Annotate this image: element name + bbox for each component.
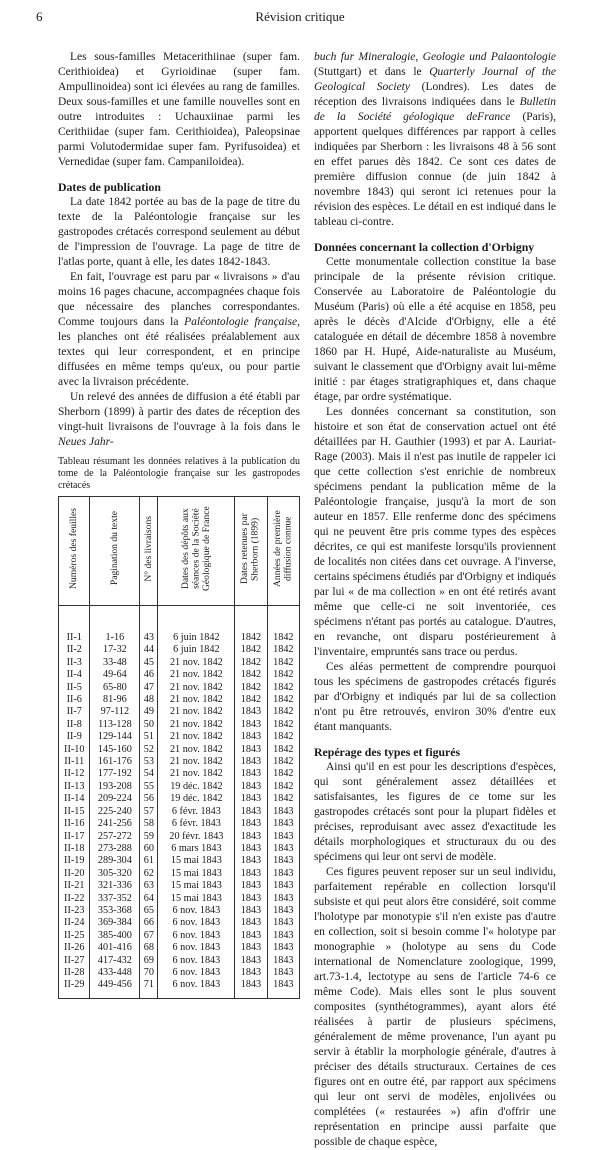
table-cell: 1843 <box>267 905 299 917</box>
table-row <box>59 719 300 731</box>
table-cell: 15 mai 1843 <box>158 855 235 867</box>
column-header <box>158 497 235 606</box>
table-cell: 1843 <box>235 818 267 830</box>
table-cell: 129-144 <box>90 731 140 743</box>
table-cell: 289-304 <box>90 855 140 867</box>
column-header <box>267 497 299 606</box>
table-cell: 1843 <box>267 942 299 954</box>
table-cell: II-12 <box>59 768 90 780</box>
text-run: , les planches ont été réalisées préalablement aux textes qui leur correspondent, et en principe diffusées en même temps qu'eux, ou pour partie avec la livraison précédente. <box>58 316 300 388</box>
table-row <box>59 768 300 780</box>
table-header-row <box>59 497 300 606</box>
text-run: En fait, l'ouvrage est paru par « livraisons » d'au moins 16 pages chacune, accompagnées chaque fois que nécessaire des planches correspondantes. Comme toujours dans la <box>58 271 300 328</box>
table-cell: 1843 <box>235 731 267 743</box>
table-row <box>59 868 300 880</box>
table-cell: 177-192 <box>90 768 140 780</box>
text-run: (Londres). Les dates de réception des livraisons indiquées dans le <box>314 81 556 108</box>
table-cell: 49-64 <box>90 669 140 681</box>
table-cell: 1842 <box>267 781 299 793</box>
table-cell: II-20 <box>59 868 90 880</box>
table-cell: II-4 <box>59 669 90 681</box>
table-cell: II-27 <box>59 955 90 967</box>
table-cell: II-29 <box>59 979 90 998</box>
table-cell: II-3 <box>59 657 90 669</box>
table-cell: 1843 <box>235 855 267 867</box>
table-cell: 449-456 <box>90 979 140 998</box>
table-row <box>59 930 300 942</box>
types-paragraph-1: Ainsi qu'il en est pour les descriptions d'espèces, qui sont généralement assez détaillées et satisfaisantes, les figures de ce tome sur les gastropodes crétacés sont pour la plupart fidèles et précises, reproduisant avec assez d'exactitude les détails morphologiques et structuraux du ou des spécimens qui leur ont servi de modèle. <box>314 761 556 863</box>
table-cell: II-23 <box>59 905 90 917</box>
table-cell: 61 <box>140 855 158 867</box>
column-header-label: N° des livraisons <box>142 515 154 582</box>
table-cell: II-15 <box>59 806 90 818</box>
table-cell: 49 <box>140 706 158 718</box>
table-cell: 97-112 <box>90 706 140 718</box>
table-cell: 52 <box>140 744 158 756</box>
column-header-label: Dates des dépôts aux séances de la Société Géologique de France <box>179 506 212 591</box>
table-cell: 305-320 <box>90 868 140 880</box>
table-row <box>59 806 300 818</box>
intro-paragraph: Les sous-familles Metacerithiinae (super fam. Cerithioidea) et Gyrioidinae (super fam. Ampullinoidea) sont ici élevées au rang de familles. Deux sous-familles et une famille nouvelles sont en outre introduites : Uchauxiinae parmi les Cerithiidae (super fam. Cerithioidea), Paleopsinae parmi Volutodermidae super fam. Pyrifusoidea) et Vernedidae (super fam. Campaniloidea). <box>58 51 300 168</box>
table-cell: 1842 <box>267 731 299 743</box>
table-cell: 64 <box>140 893 158 905</box>
collection-paragraph-1: Cette monumentale collection constitue la base principale de la présente révision critique. Conservée au Laboratoire de Paléontologie du Muséum (Paris) où elle a été acquise en 1858, peu après le décès d'Alcide d'Orbigny, elle a été cataloguée en détail de décembre 1858 à novembre 1860 par H. Hupé, Aide-naturaliste au Muséum, suivant le classement que d'Orbigny avait lui-même initié : par étages stratigraphiques et, dans chaque étage, par ordre systématique. <box>314 256 556 403</box>
table-row <box>59 818 300 830</box>
table-cell: II-9 <box>59 731 90 743</box>
table-cell: 1842 <box>235 644 267 656</box>
table-cell: 54 <box>140 768 158 780</box>
table-cell: 321-336 <box>90 880 140 892</box>
table-cell: 1843 <box>267 831 299 843</box>
table-cell: 1843 <box>235 967 267 979</box>
table-cell: 33-48 <box>90 657 140 669</box>
table-cell: 51 <box>140 731 158 743</box>
table-cell: 6 nov. 1843 <box>158 905 235 917</box>
left-column <box>58 50 300 999</box>
table-cell: 81-96 <box>90 694 140 706</box>
table-cell: 6 nov. 1843 <box>158 967 235 979</box>
italic-title: buch fur Mineralogie, Geologie und Palaontologie <box>314 51 556 63</box>
table-cell: II-17 <box>59 831 90 843</box>
table-row <box>59 843 300 855</box>
table-cell: 6 févr. 1843 <box>158 806 235 818</box>
table-cell: 1842 <box>267 706 299 718</box>
table-cell: 1842 <box>267 682 299 694</box>
table-row <box>59 831 300 843</box>
table-cell: II-18 <box>59 843 90 855</box>
table-cell: 417-432 <box>90 955 140 967</box>
table-cell: 1842 <box>267 768 299 780</box>
table-cell: 1843 <box>267 893 299 905</box>
italic-title: Quarterly Journal of the Geological Society <box>314 66 557 93</box>
table-cell: 69 <box>140 955 158 967</box>
table-cell: 66 <box>140 917 158 929</box>
table-cell: 43 <box>140 606 158 645</box>
table-cell: 1843 <box>267 806 299 818</box>
table-row <box>59 893 300 905</box>
table-cell: 21 nov. 1842 <box>158 744 235 756</box>
table-cell: 59 <box>140 831 158 843</box>
table-row <box>59 793 300 805</box>
table-cell: 1843 <box>235 893 267 905</box>
table-cell: 57 <box>140 806 158 818</box>
table-cell: 56 <box>140 793 158 805</box>
table-cell: 1843 <box>235 706 267 718</box>
table-cell: 15 mai 1843 <box>158 880 235 892</box>
table-cell: 1843 <box>235 979 267 998</box>
right-column <box>314 50 556 1150</box>
column-header-label: Numéros des feuilles <box>67 508 79 589</box>
table-cell: 369-384 <box>90 917 140 929</box>
table-cell: 48 <box>140 694 158 706</box>
table-cell: 63 <box>140 880 158 892</box>
section-title-collection: Données concernant la collection d'Orbigny <box>314 240 535 254</box>
table-row <box>59 855 300 867</box>
italic-title: Neues Jahr- <box>58 436 114 448</box>
table-cell: 53 <box>140 756 158 768</box>
column-header <box>90 497 140 606</box>
publication-table <box>58 496 300 999</box>
table-row <box>59 731 300 743</box>
table-cell: 15 mai 1843 <box>158 893 235 905</box>
table-cell: 44 <box>140 644 158 656</box>
table-cell: 113-128 <box>90 719 140 731</box>
table-cell: 1843 <box>267 855 299 867</box>
column-header <box>235 497 267 606</box>
column-header-label: Années de première diffusion connue <box>271 510 294 587</box>
table-cell: II-7 <box>59 706 90 718</box>
dates-paragraph-3 <box>58 390 300 450</box>
table-cell: 21 nov. 1842 <box>158 657 235 669</box>
table-cell: 1843 <box>267 955 299 967</box>
table-cell: 21 nov. 1842 <box>158 694 235 706</box>
types-paragraph-2: Ces figures peuvent reposer sur un seul individu, parfaitement repérable en collection lorsqu'il subsiste et qui peut alors être considéré, soit comme l'holotype par monotypie s'il n'en existe pas d'autre en collection, soit si besoin comme l'« holotype par monographie » (holotype au sens du Code international de Nomenclature zoologique, 1999, art.73-1.4, lectotype au sens de l'article 74-6 ce même Code). Mais elles sont le plus souvent composites (synthétogrammes), ayant alors été réalisées à partir de plusieurs spécimens, généralement de même provenance, l'un ayant pu servir à établir la morphologie générale, d'autres à préciser des détails structuraux. Certaines de ces figures ont en outre été, par rapport aux spécimens qui leur ont servi de modèles, enjolivées ou complétées (« restaurées ») afin d'offrir une représentation en principe aussi parfaite que possible de chaque espèce, <box>314 866 556 1148</box>
table-cell: II-26 <box>59 942 90 954</box>
table-cell: 1842 <box>267 756 299 768</box>
table-cell: 1843 <box>267 917 299 929</box>
table-cell: 385-400 <box>90 930 140 942</box>
table-cell: II-22 <box>59 893 90 905</box>
table-row <box>59 880 300 892</box>
table-cell: 353-368 <box>90 905 140 917</box>
table-cell: II-10 <box>59 744 90 756</box>
table-cell: 1843 <box>267 843 299 855</box>
table-cell: II-6 <box>59 694 90 706</box>
table-cell: 19 déc. 1842 <box>158 781 235 793</box>
table-body <box>59 606 300 999</box>
section-title-dates: Dates de publication <box>58 180 161 194</box>
table-cell: 21 nov. 1842 <box>158 669 235 681</box>
table-cell: II-2 <box>59 644 90 656</box>
table-cell: 71 <box>140 979 158 998</box>
table-cell: 1843 <box>235 905 267 917</box>
table-cell: II-19 <box>59 855 90 867</box>
table-cell: 1843 <box>267 868 299 880</box>
table-cell: 68 <box>140 942 158 954</box>
table-cell: 1843 <box>267 818 299 830</box>
table-cell: II-28 <box>59 967 90 979</box>
table-row <box>59 781 300 793</box>
section-title-types: Repérage des types et figurés <box>314 745 461 759</box>
table-cell: 1843 <box>267 930 299 942</box>
table-caption: Tableau résumant les données relatives à la publication du tome de la Paléontologie française sur les gastropodes crétacés <box>58 456 300 491</box>
table-cell: II-14 <box>59 793 90 805</box>
text-run: (Stuttgart) et dans le <box>314 66 430 78</box>
table-cell: 6 nov. 1843 <box>158 930 235 942</box>
table-row <box>59 706 300 718</box>
table-cell: 1843 <box>235 930 267 942</box>
table-cell: 1843 <box>235 843 267 855</box>
table-row <box>59 955 300 967</box>
collection-paragraph-3: Ces aléas permettent de comprendre pourquoi tous les spécimens de gastropodes crétacés figurés par d'Orbigny et indiqués par lui de sa collection n'ont pu être retrouvés, environ 30% d'entre eux étant manquants. <box>314 661 556 733</box>
table-cell: 1842 <box>235 657 267 669</box>
table-cell: 1843 <box>235 793 267 805</box>
table-cell: 433-448 <box>90 967 140 979</box>
table-cell: 6 févr. 1843 <box>158 818 235 830</box>
table-cell: 1842 <box>267 719 299 731</box>
table-cell: II-16 <box>59 818 90 830</box>
table-cell: 1843 <box>235 806 267 818</box>
text-run: (Paris), apportent quelques différences par rapport à celles indiquées par Sherborn : les livraisons 48 à 56 sont en effet parues dès 1842. Ce sont ces dates de première diffusion connue (de juin 1842 à novembre 1843) qui seront ici retenues pour la révision des espèces. Le détail en est indiqué dans le tableau ci-contre. <box>314 111 556 228</box>
text-run: Un relevé des années de diffusion a été établi par Sherborn (1899) à partir des dates de réception des vingt-huit livraisons de l'ouvrage à la fois dans le <box>58 391 300 433</box>
table-row <box>59 682 300 694</box>
table-cell: 1843 <box>235 880 267 892</box>
table-cell: 47 <box>140 682 158 694</box>
table-cell: II-1 <box>59 606 90 645</box>
table-cell: 1843 <box>235 719 267 731</box>
table-row <box>59 917 300 929</box>
dates-paragraph-2 <box>58 270 300 390</box>
table-cell: 1843 <box>235 756 267 768</box>
table-cell: 273-288 <box>90 843 140 855</box>
table-cell: 65-80 <box>90 682 140 694</box>
table-cell: 1-16 <box>90 606 140 645</box>
table-cell: 55 <box>140 781 158 793</box>
table-cell: II-11 <box>59 756 90 768</box>
table-cell: 50 <box>140 719 158 731</box>
table-row <box>59 669 300 681</box>
table-cell: 21 nov. 1842 <box>158 768 235 780</box>
table-cell: 6 mars 1843 <box>158 843 235 855</box>
table-cell: 241-256 <box>90 818 140 830</box>
table-cell: 62 <box>140 868 158 880</box>
table-cell: II-24 <box>59 917 90 929</box>
table-cell: 6 nov. 1843 <box>158 955 235 967</box>
table-cell: 1843 <box>267 979 299 998</box>
dates-paragraph-1: La date 1842 portée au bas de la page de titre du texte de la Paléontologie française sur les gastropodes crétacés correspond seulement au début de l'impression de l'ouvrage. La page de titre de l'atlas porte, quant à elle, les dates 1842-1843. <box>58 196 300 268</box>
table-row <box>59 979 300 998</box>
table-cell: 19 déc. 1842 <box>158 793 235 805</box>
table-cell: II-13 <box>59 781 90 793</box>
table-cell: 209-224 <box>90 793 140 805</box>
table-cell: 6 nov. 1843 <box>158 917 235 929</box>
italic-title: Paléontologie française <box>184 316 298 328</box>
table-row <box>59 644 300 656</box>
column-header <box>140 497 158 606</box>
table-cell: 15 mai 1843 <box>158 868 235 880</box>
table-cell: 6 nov. 1843 <box>158 942 235 954</box>
table-cell: 1843 <box>235 917 267 929</box>
table-cell: 193-208 <box>90 781 140 793</box>
table-row <box>59 905 300 917</box>
table-row <box>59 694 300 706</box>
table-row <box>59 606 300 645</box>
table-cell: 1843 <box>235 831 267 843</box>
italic-title: Bulletin de la Société géologique deFrance <box>314 96 556 123</box>
column-header-label: Dates retenues par Sherborn (1899) <box>239 513 261 584</box>
table-cell: 70 <box>140 967 158 979</box>
table-cell: 46 <box>140 669 158 681</box>
table-cell: 6 juin 1842 <box>158 606 235 645</box>
running-title: Révision critique <box>255 9 345 24</box>
table-cell: 1842 <box>235 606 267 645</box>
table-cell: 1842 <box>267 644 299 656</box>
table-cell: 21 nov. 1842 <box>158 731 235 743</box>
table-cell: 225-240 <box>90 806 140 818</box>
table-cell: 1842 <box>267 606 299 645</box>
table-cell: 1843 <box>235 768 267 780</box>
table-cell: II-5 <box>59 682 90 694</box>
table-cell: 257-272 <box>90 831 140 843</box>
table-cell: 21 nov. 1842 <box>158 706 235 718</box>
table-row <box>59 657 300 669</box>
table-row <box>59 756 300 768</box>
continuation-paragraph <box>314 50 556 230</box>
table-cell: 21 nov. 1842 <box>158 719 235 731</box>
table-row <box>59 744 300 756</box>
table-cell: 1843 <box>235 868 267 880</box>
table-cell: 6 juin 1842 <box>158 644 235 656</box>
column-header <box>59 497 90 606</box>
table-cell: 337-352 <box>90 893 140 905</box>
collection-paragraph-2: Les données concernant sa constitution, son histoire et son état de conservation actuel ont été détaillées par H. Gauthier (1993) et par A. Lauriat-Rage (2003). Mais il n'est pas inutile de rappeler ici que cette collection s'est enrichie de nombreux spécimens pendant la publication même de la Paléontologie française, jusqu'à la mort de son auteur en 1857. Elle renferme donc des spécimens qui ne peuvent être pris comme types des espèces décrites, ce qui est manifeste lorsqu'ils proviennent de localités non citées dans cet ouvrage. A l'inverse, certains spécimens étudiés par d'Orbigny et indiqués par lui « de ma collection » en ont été retirés avant même que celle-ci ne soit inventoriée, ces spécimens n'étant pas portés au catalogue. D'autres, en revanche, ont disparu postérieurement à l'inventaire, empruntés sans trace ou perdus. <box>314 406 556 658</box>
table-cell: 1843 <box>267 967 299 979</box>
table-cell: 1842 <box>235 694 267 706</box>
table-cell: 1843 <box>235 781 267 793</box>
table-cell: 1842 <box>235 669 267 681</box>
table-cell: II-21 <box>59 880 90 892</box>
table-cell: 60 <box>140 843 158 855</box>
table-cell: II-25 <box>59 930 90 942</box>
page-number: 6 <box>36 9 43 24</box>
table-cell: 65 <box>140 905 158 917</box>
table-cell: 6 nov. 1843 <box>158 979 235 998</box>
table-cell: 21 nov. 1842 <box>158 682 235 694</box>
table-cell: 1842 <box>267 744 299 756</box>
table-cell: 20 févr. 1843 <box>158 831 235 843</box>
table-cell: 67 <box>140 930 158 942</box>
table-cell: 1842 <box>267 669 299 681</box>
table-cell: 58 <box>140 818 158 830</box>
table-cell: 1843 <box>267 880 299 892</box>
table-cell: 45 <box>140 657 158 669</box>
table-cell: 1843 <box>235 744 267 756</box>
table-cell: 1842 <box>267 657 299 669</box>
table-cell: 1843 <box>235 942 267 954</box>
table-cell: 21 nov. 1842 <box>158 756 235 768</box>
column-header-label: Pagination du texte <box>108 511 120 586</box>
table-cell: 401-416 <box>90 942 140 954</box>
table-cell: II-8 <box>59 719 90 731</box>
table-cell: 145-160 <box>90 744 140 756</box>
table-cell: 161-176 <box>90 756 140 768</box>
table-cell: 1842 <box>267 694 299 706</box>
table-cell: 17-32 <box>90 644 140 656</box>
table-cell: 1843 <box>235 955 267 967</box>
table-cell: 1842 <box>235 682 267 694</box>
table-row <box>59 967 300 979</box>
table-cell: 1842 <box>267 793 299 805</box>
table-row <box>59 942 300 954</box>
